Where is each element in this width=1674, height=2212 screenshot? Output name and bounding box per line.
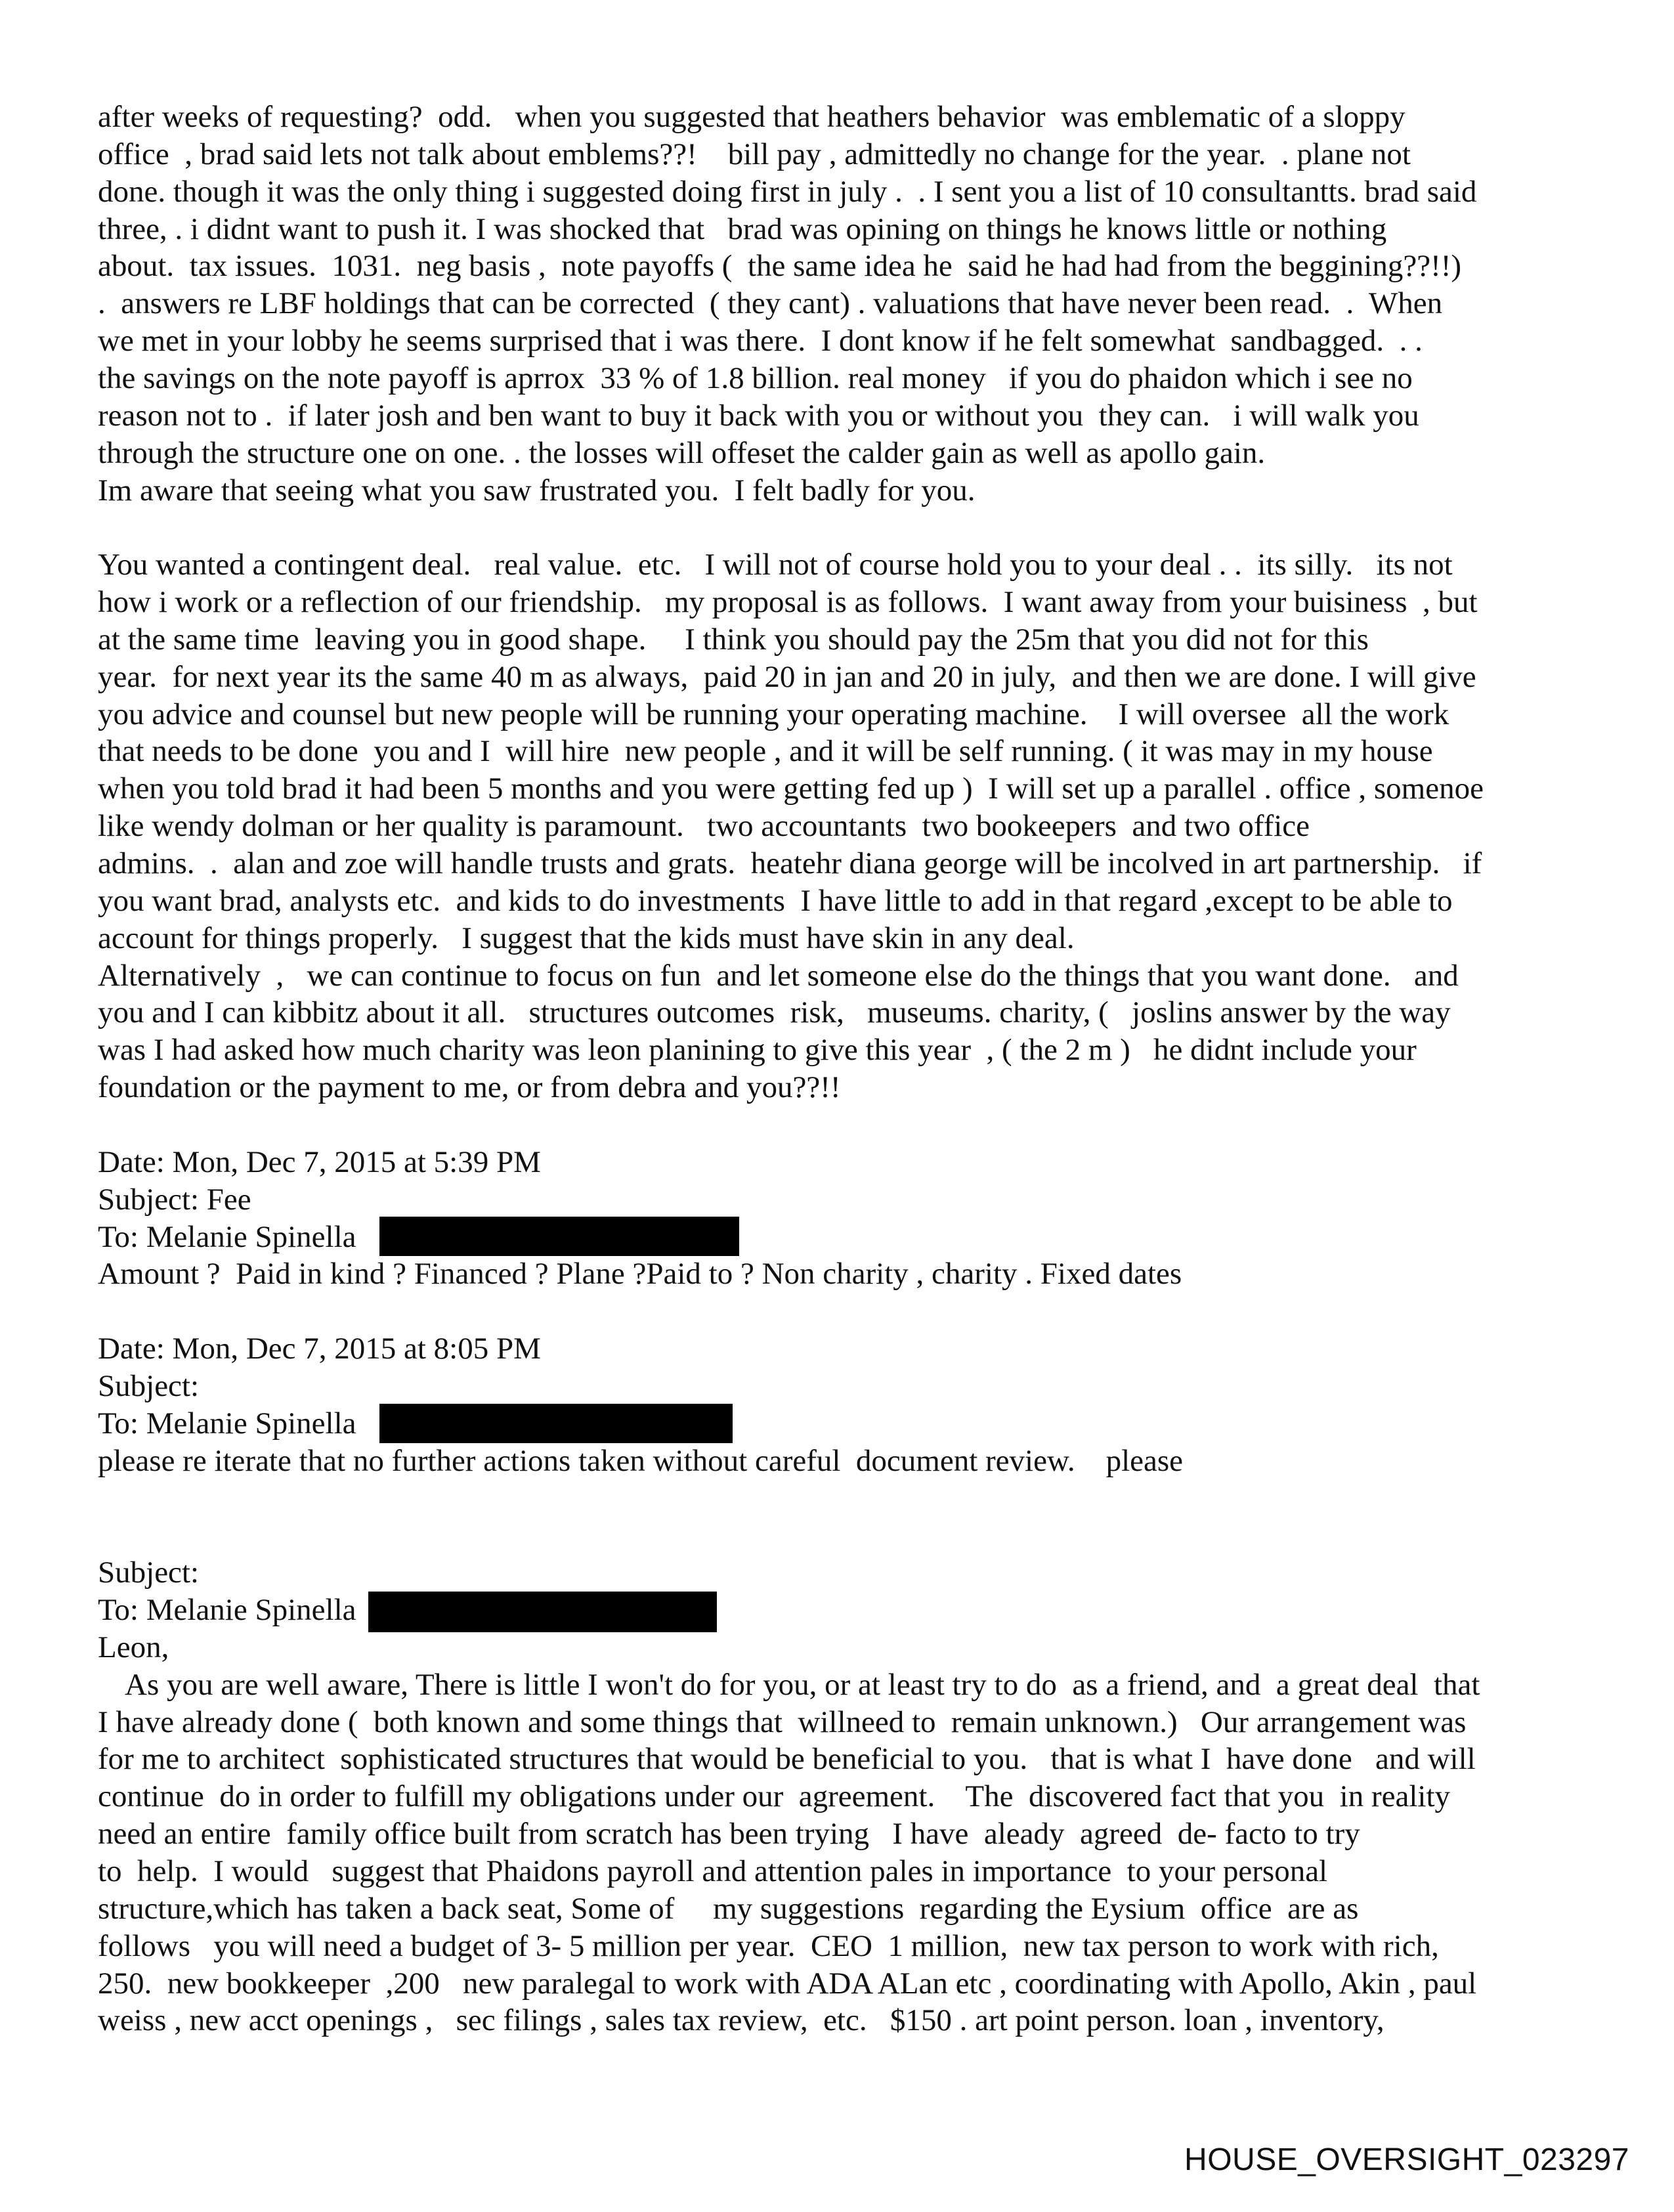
body-line: was I had asked how much charity was leon planining to give this year , ( the 2 m ) he didnt include your [98, 1033, 1417, 1068]
email-recipient: To: Melanie Spinella [98, 1219, 356, 1254]
email-body-line: need an entire family office built from scratch has been trying I have aleady agreed de- facto to try [98, 1817, 1360, 1852]
email-body-line: weiss , new acct openings , sec filings , sales tax review, etc. $150 . art point person. loan , inventory, [98, 2003, 1384, 2038]
email-body: Amount ? Paid in kind ? Financed ? Plane ?Paid to ? Non charity , charity . Fixed dates [98, 1257, 1182, 1291]
email-subject: Subject: [98, 1368, 200, 1403]
body-line: when you told brad it had been 5 months and you were getting fed up ) I will set up a parallel . office , somenoe [98, 771, 1484, 806]
body-line: office , brad said lets not talk about emblems??! bill pay , admittedly no change for the year. . plane not [98, 137, 1411, 171]
body-line: the savings on the note payoff is aprrox 33 % of 1.8 billion. real money if you do phaidon which i see no [98, 360, 1413, 395]
email-date: Date: Mon, Dec 7, 2015 at 5:39 PM [98, 1144, 541, 1179]
redaction-box [379, 1217, 739, 1256]
bates-number: HOUSE_OVERSIGHT_023297 [1184, 2142, 1629, 2177]
redaction-box [368, 1592, 717, 1632]
email-body-line: 250. new bookkeeper ,200 new paralegal to work with ADA ALan etc , coordinating with Apollo, Akin , paul [98, 1966, 1477, 2001]
email-recipient: To: Melanie Spinella [98, 1593, 356, 1627]
body-line: you and I can kibbitz about it all. structures outcomes risk, museums. charity, ( joslins answer by the way [98, 995, 1451, 1030]
body-line: You wanted a contingent deal. real value. etc. I will not of course hold you to your deal . . its silly. its not [98, 548, 1453, 582]
body-line: you advice and counsel but new people will be running your operating machine. I will oversee all the work [98, 697, 1449, 731]
body-line: Im aware that seeing what you saw frustrated you. I felt badly for you. [98, 473, 976, 508]
email-body-line: to help. I would suggest that Phaidons payroll and attention pales in importance to your personal [98, 1854, 1328, 1888]
email-subject: Subject: Fee [98, 1182, 251, 1217]
email-body-line: structure,which has taken a back seat, Some of my suggestions regarding the Eysium office are as [98, 1891, 1359, 1926]
body-line: after weeks of requesting? odd. when you suggested that heathers behavior was emblematic of a sloppy [98, 100, 1406, 134]
email-body-line: follows you will need a budget of 3- 5 million per year. CEO 1 million, new tax person to work with rich, [98, 1928, 1439, 1963]
body-line: like wendy dolman or her quality is paramount. two accountants two bookeepers and two office [98, 809, 1310, 844]
body-line: three, . i didnt want to push it. I was shocked that brad was opining on things he knows little or nothing [98, 211, 1387, 246]
body-line: account for things properly. I suggest that the kids must have skin in any deal. [98, 921, 1075, 955]
email-body-line: continue do in order to fulfill my obligations under our agreement. The discovered fact that you in reality [98, 1779, 1451, 1814]
email-body-line: I have already done ( both known and some things that willneed to remain unknown.) Our arrangement was [98, 1704, 1467, 1739]
body-line: how i work or a reflection of our friendship. my proposal is as follows. I want away from your buisiness , but [98, 585, 1478, 620]
email-recipient: To: Melanie Spinella [98, 1406, 356, 1441]
body-line: admins. . alan and zoe will handle trusts and grats. heatehr diana george will be incolved in art partnership. if [98, 846, 1482, 880]
email-body-line: As you are well aware, There is little I won't do for you, or at least try to do as a friend, and a great deal that [125, 1667, 1480, 1702]
email-date: Date: Mon, Dec 7, 2015 at 8:05 PM [98, 1332, 541, 1366]
body-line: Alternatively , we can continue to focus on fun and let someone else do the things that you want done. and [98, 958, 1459, 993]
body-line: done. though it was the only thing i suggested doing first in july . . I sent you a list of 10 consultantts. brad said [98, 174, 1477, 209]
body-line: you want brad, analysts etc. and kids to do investments I have little to add in that regard ,except to be able to [98, 883, 1453, 918]
body-line: foundation or the payment to me, or from debra and you??!! [98, 1070, 841, 1105]
body-line: we met in your lobby he seems surprised that i was there. I dont know if he felt somewhat sandbagged. . . [98, 324, 1423, 358]
body-line: at the same time leaving you in good shape. I think you should pay the 25m that you did not for this [98, 622, 1369, 657]
body-line: reason not to . if later josh and ben want to buy it back with you or without you they can. i will walk you [98, 398, 1419, 433]
body-line: year. for next year its the same 40 m as always, paid 20 in jan and 20 in july, and then we are done. I will give [98, 659, 1476, 694]
body-line: that needs to be done you and I will hire new people , and it will be self running. ( it was may in my house [98, 734, 1433, 769]
redaction-box [379, 1404, 733, 1443]
body-line: through the structure one on one. . the losses will offeset the calder gain as well as apollo gain. [98, 435, 1266, 470]
body-line: about. tax issues. 1031. neg basis , note payoffs ( the same idea he said he had had from the beggining??!!) [98, 249, 1462, 284]
email-body-line: for me to architect sophisticated structures that would be beneficial to you. that is what I have done and will [98, 1742, 1476, 1777]
body-line: . answers re LBF holdings that can be corrected ( they cant) . valuations that have never been read. . When [98, 286, 1443, 321]
email-subject: Subject: [98, 1555, 200, 1590]
email-body: please re iterate that no further actions taken without careful document review. please [98, 1443, 1184, 1478]
email-greeting: Leon, [98, 1630, 169, 1664]
